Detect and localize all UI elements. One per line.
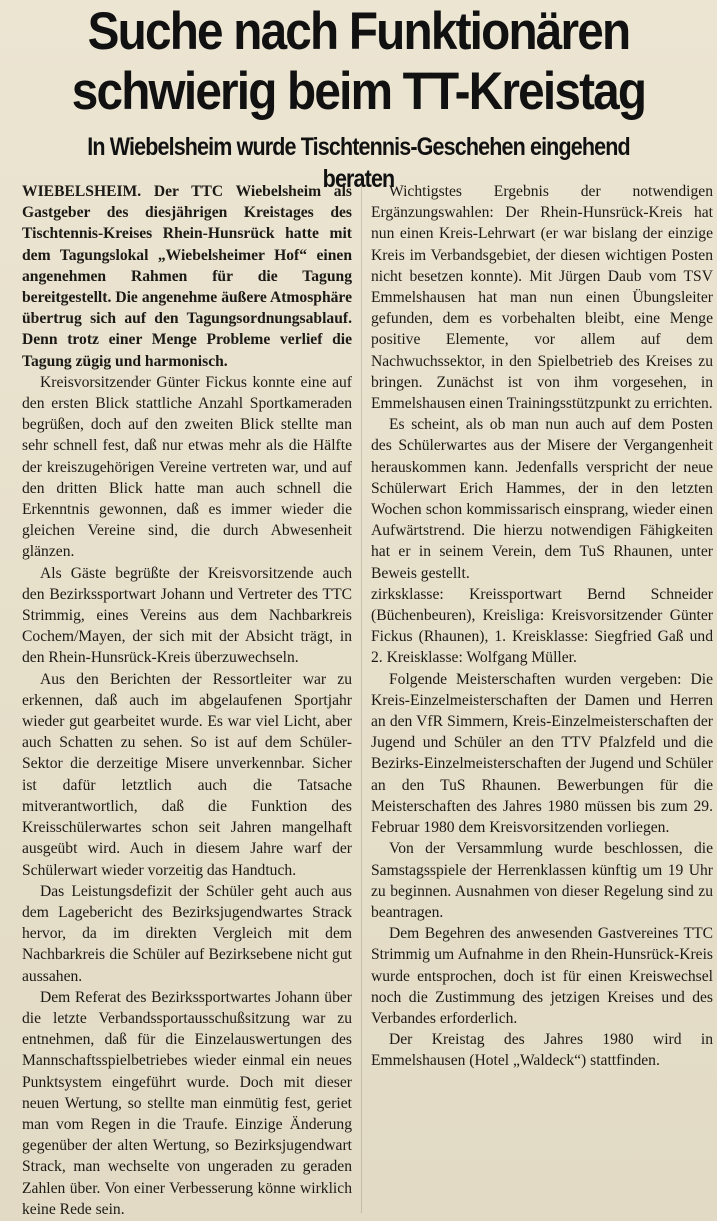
article-paragraph: Aus den Berichten der Ressortleiter war zu erkennen, daß auch im abgelaufenen Sportjahr wieder gut gearbeitet wurde. Es war viel Licht, aber auch Schatten zu sehen. So ist auf dem Schüler-Sektor die derzeitige Misere unverkennbar. Sicher ist dafür letztlich auch die Tatsache mitverantwortlich, daß die Funktion des Kreisschülerwartes schon seit Jahren mangelhaft ausgeübt wird. Auch in diesem Jahre warf der Schülerwart wieder vorzeitig das Handtuch.	[22, 670, 352, 879]
article-paragraph: Das Leistungsdefizit der Schüler geht auch aus dem Lagebericht des Bezirksjugendwartes Strack hervor, da im direkten Vergleich mit dem Nachbarkreis die Schüler auf Bezirksebene nicht gut aussahen.	[22, 882, 352, 985]
article-paragraph: Von der Versammlung wurde beschlossen, die Samstagsspiele der Herrenklassen künftig um 19 Uhr zu beginnen. Ausnahmen von dieser Regelung sind zu beantragen.	[371, 840, 713, 921]
article-column-left	[22, 181, 352, 1220]
headline	[36, 2, 681, 122]
column-divider	[361, 183, 362, 1213]
article-paragraph: Es scheint, als ob man nun auch auf dem Posten des Schülerwartes aus der Misere der Vergangenheit herauskommen kann. Jedenfalls verspricht der neue Schülerwart Erich Hammes, der in den letzten Wochen schon kommissarisch einsprang, wieder einen Aufwärtstrend. Die hierzu notwendigen Fähigkeiten hat er in seinem Verein, dem TuS Rhaunen, unter Beweis gestellt.	[371, 416, 713, 582]
article-column-right	[371, 181, 713, 1072]
article-paragraph: Dem Referat des Bezirkssportwartes Johann über die letzte Verbandssportausschußsitzung war zu entnehmen, daß für die Einzelauswertungen des Mannschaftsspielbetriebes wieder einmal ein neues Punktsystem eingeführt wurde. Doch mit dieser neuen Wertung, so stellte man einmütig fest, geriet man vom Regen in die Traufe. Einzige Änderung gegenüber der alten Wertung, so Bezirksjugendwart Strack, man wechselte von ungeraden zu geraden Zahlen über. Von einer Verbesserung könne wirklich keine Rede sein.	[22, 988, 352, 1218]
article-lead-paragraph: WIEBELSHEIM. Der TTC Wiebelsheim als Gastgeber des diesjährigen Kreistages des Tischtennis-Kreises Rhein-Hunsrück hatte mit dem Tagungslokal „Wiebelsheimer Hof“ einen angenehmen Rahmen für die Tagung bereitgestellt. Die angenehme äußere Atmosphäre übertrug sich auf den Tagungsordnungsablauf. Denn trotz einer Menge Probleme verlief die Tagung zügig und harmonisch.	[22, 183, 352, 370]
article-paragraph: Kreisvorsitzender Günter Fickus konnte eine auf den ersten Blick stattliche Anzahl Sportkameraden begrüßen, doch auf den zweiten Blick stellte man sehr schnell fest, daß nur etwas mehr als die Hälfte der kreiszugehörigen Vereine vertreten war, und auf den dritten Blick hatte man auch schnell die Erkenntnis gewonnen, daß es immer wieder die gleichen Vereine sind, die durch Abwesenheit glänzen.	[22, 373, 352, 561]
headline-line-1: Suche nach Funktionären	[87, 2, 630, 61]
article-paragraph: zirksklasse: Kreissportwart Bernd Schneider (Büchenbeuren), Kreisliga: Kreisvorsitzender Günter Fickus (Rhaunen), 1. Kreisklasse: Siegfried Gaß und 2. Kreisklasse: Wolfgang Müller.	[371, 585, 713, 667]
subheadline: In Wiebelsheim wurde Tischtennis-Geschehen eingehend beraten	[87, 133, 630, 193]
article-paragraph: Wichtigstes Ergebnis der notwendigen Ergänzungswahlen: Der Rhein-Hunsrück-Kreis hat nun einen Kreis-Lehrwart (er war bislang der einzige Kreis im Verbandsgebiet, der diesen wichtigen Posten nicht besetzen konnte). Mit Jürgen Daub vom TSV Emmelshausen hat man nun einen Übungsleiter gefunden, dem es vorbehalten bleibt, eine Menge positive Elemente, vor allem auf dem Nachwuchssektor, in den Spielbetrieb des Kreises zu bringen. Zunächst ist von ihm vorgesehen, in Emmelshausen einen Trainingsstützpunkt zu errichten.	[371, 183, 713, 413]
article-paragraph: Folgende Meisterschaften wurden vergeben: Die Kreis-Einzelmeisterschaften der Damen und Herren an den VfR Simmern, Kreis-Einzelmeisterschaften der Jugend und Schüler an den TTV Pfalzfeld und die Bezirks-Einzelmeisterschaften der Jugend und Schüler an den TuS Rhaunen. Bewerbungen für die Meisterschaften des Jahres 1980 müssen bis zum 29. Februar 1980 dem Kreisvorsitzenden vorliegen.	[371, 670, 713, 837]
article-paragraph: Dem Begehren des anwesenden Gastvereines TTC Strimmig um Aufnahme in den Rhein-Hunsrück-Kreis wurde entsprochen, doch ist für einen Kreiswechsel noch die Zustimmung des jetzigen Kreises und des Verbandes erforderlich.	[371, 925, 713, 1027]
article-paragraph: Der Kreistag des Jahres 1980 wird in Emmelshausen (Hotel „Waldeck“) stattfinden.	[371, 1031, 713, 1070]
headline-line-2: schwierig beim TT-Kreistag	[71, 62, 646, 121]
article-paragraph: Als Gäste begrüßte der Kreisvorsitzende auch den Bezirkssportwart Johann und Vertreter des TTC Strimmig, eines Vereins aus dem Nachbarkreis Cochem/Mayen, der sich mit der Absicht trägt, in den Rhein-Hunsrück-Kreis überzuwechseln.	[22, 564, 352, 667]
